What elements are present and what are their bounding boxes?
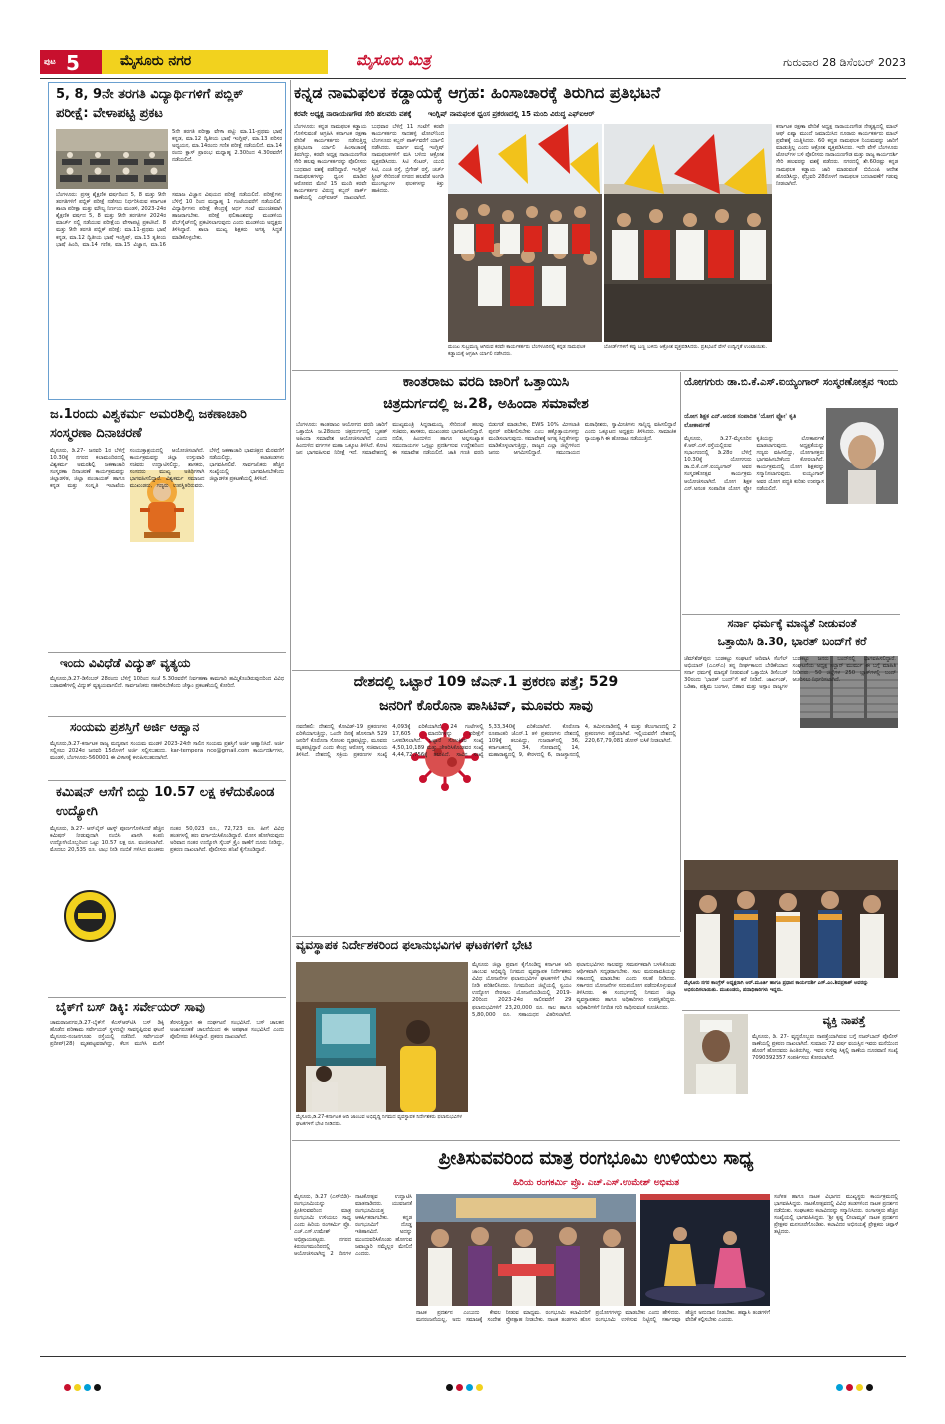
samyama-award-body: ಮೈಸೂರು,ಡಿ.27-ಕರ್ನಾಟಕ ರಾಜ್ಯ ಮದ್ಯಪಾನ ಸಂಯಮ ಮಂಡಳಿ 2023-24ನೇ ಸಾಲಿನ ಸಂಯಮ ಪ್ರಶಸ್ತಿಗೆ ಅರ್ಜಿ ಆಹ್ವಾನಿಸಿದೆ. ಅರ್ಜಿ ಸಲ್ಲಿಸಲು 2024ರ ಜನವರಿ 15ರೊಳಗೆ ಅರ್ಜಿ ಸಲ್ಲಿಸಬಹುದು. kar-tempera nce@gmail.com ಕಾರ್ಯದರ್ಶಿಗಳು, ಮಂಡಳಿ, ಬೆಂಗಳೂರು-560001 ಈ ವಿಳಾಸಕ್ಕೆ ಕಳುಹಿಸಬಹುದಾಗಿದೆ.	[50, 741, 284, 762]
exam-schedule-sidebar: 5ನೇ ತರಗತಿ ಪರೀಕ್ಷಾ ವೇಳಾ ಪಟ್ಟಿ: ಮಾ.11-ಪ್ರಥಮ ಭಾಷೆ ಕನ್ನಡ, ಮಾ.12 ದ್ವಿತೀಯ ಭಾಷೆ ಇಂಗ್ಲಿಷ್, ಮಾ.13 ಪರಿಸರ ಅಧ್ಯಯನ, ಮಾ.14ರಂದು ಗಣಿತ ಪರೀಕ್ಷೆ ನಡೆಯಲಿದೆ. ಮಾ.14 ರಂದು ಕ್ಲಾಸ್ ಪ್ರಾರಂಭ ಮಧ್ಯಾಹ್ನ 2.30ರಿಂದ 4.30ರವರೆಗೆ ನಡೆಯಲಿದೆ.	[172, 129, 282, 164]
divider	[292, 670, 680, 671]
jakanachari-body: ಮೈಸೂರು, ಡಿ.27- ಜನವರಿ 1ರ ಬೆಳಿಗ್ಗೆ 10.30ಕ್ಕೆ ನಗರದ ಕಲಾಮಂದಿರದಲ್ಲಿ ವಿಶ್ವಕರ್ಮ ಅಮರಶಿಲ್ಪಿ ಜಕಣಾಚಾರಿ ಸಂಸ್ಮರಣಾ ದಿನಾಚರಣೆ ಕಾರ್ಯಕ್ರಮವನ್ನು ಜಿಲ್ಲಾಡಳಿತ, ಜಿಲ್ಲಾ ಪಂಚಾಯತ್ ಹಾಗೂ ಕನ್ನಡ ಮತ್ತು ಸಂಸ್ಕೃತಿ ಇಲಾಖೆಯ ಸಂಯುಕ್ತಾಶ್ರಯದಲ್ಲಿ ಆಯೋಜಿಸಲಾಗಿದೆ. ಕಾರ್ಯಕ್ರಮವನ್ನು ಜಿಲ್ಲಾ ಉಸ್ತುವಾರಿ ಸಚಿವರು ಉದ್ಘಾಟಿಸಲಿದ್ದು, ಶಾಸಕರು, ಸಂಸದರು ಮುಖ್ಯ ಅತಿಥಿಗಳಾಗಿ ಭಾಗವಹಿಸಲಿದ್ದಾರೆ. ವಿಶ್ವಕರ್ಮ ಸಮಾಜದ ಮುಖಂಡರು, ಗಣ್ಯರು ಉಪಸ್ಥಿತರಿರುವರು. ಬೆಳಿಗ್ಗೆ ಜಕಣಾಚಾರಿ ಭಾವಚಿತ್ರದ ಮೆರವಣಿಗೆ ನಡೆಯಲಿದ್ದು, ಕಲಾತಂಡಗಳು ಭಾಗವಹಿಸಲಿವೆ. ಸಾರ್ವಜನಿಕರು ಹೆಚ್ಚಿನ ಸಂಖ್ಯೆಯಲ್ಲಿ ಭಾಗವಹಿಸಬೇಕೆಂದು ಜಿಲ್ಲಾಡಳಿತ ಪ್ರಕಟಣೆಯಲ್ಲಿ ತಿಳಿಸಿದೆ.	[50, 448, 284, 490]
theatre-headline: ಪ್ರೀತಿಸುವವರಿಂದ ಮಾತ್ರ ರಂಗಭೂಮಿ ಉಳಿಯಲು ಸಾಧ್ಯ	[438, 1148, 754, 1169]
congress-felicitation-caption: ಮೈಸೂರು ನಗರ ಕಾಂಗ್ರೆಸ್ ಅಧ್ಯಕ್ಷರಾಗಿ ಆರ್.ಮೂರ್ತಿ ಹಾಗೂ ಪ್ರಧಾನ ಕಾರ್ಯದರ್ಶಿ ಎಸ್.ಎಂ.ಶಿವಪ್ರಕಾಶ್ ಅವರನ್ನು ಅಭಿನಂದಿಸಲಾಯಿತು. ಮುಖಂಡರು, ಪದಾಧಿಕಾರಿಗಳು ಇದ್ದರು.	[684, 980, 869, 993]
iyengar-portrait	[826, 408, 898, 504]
missing-person-body: ಮೈಸೂರು, ಡಿ. 27- ವೃದ್ಧರೊಬ್ಬರು ನಾಪತ್ತೆಯಾಗಿರುವ ಬಗ್ಗೆ ನಜರ್‌ಬಾದ್ ಪೊಲೀಸ್ ಠಾಣೆಯಲ್ಲಿ ಪ್ರಕರಣ ದಾಖಲಾಗಿದೆ. ಸುಮಾರು 72 ವರ್ಷ ವಯಸ್ಸಿನ ಇವರು ಮನೆಯಿಂದ ಹೊರಗೆ ಹೋದವರು ಹಿಂತಿರುಗಿಲ್ಲ. ಇವರ ಸುಳಿವು ಸಿಕ್ಕಲ್ಲಿ ಠಾಣೆಯ ದೂರವಾಣಿ ಸಂಖ್ಯೆ 7090392357 ಸಂಪರ್ಕಿಸಲು ಕೋರಲಾಗಿದೆ.	[752, 1034, 898, 1062]
beneficiary-visit-body: ಮೈಸೂರು ಜಿಲ್ಲಾ ಪ್ರವಾಸ ಕೈಗೊಂಡಿದ್ದ ಕರ್ನಾಟಕ ಆದಿ ಜಾಂಬವ ಅಭಿವೃದ್ಧಿ ನಿಗಮದ ವ್ಯವಸ್ಥಾಪಕ ನಿರ್ದೇಶಕರು ವಿವಿಧ ಯೋಜನೆಗಳ ಫಲಾನುಭವಿಗಳ ಘಟಕಗಳಿಗೆ ಭೇಟಿ ನೀಡಿ ಪರಿಶೀಲಿಸಿದರು. ನಿಗಮದಿಂದ ಜಿಲ್ಲೆಯಲ್ಲಿ ಸ್ವಯಂ ಉದ್ಯೋಗ ನೇರಸಾಲ ಯೋಜನೆಯಡಿಯಲ್ಲಿ 2019-20ರಿಂದ 2023-24ರ ಸಾಲಿನವರೆಗೆ 29 ಫಲಾನುಭವಿಗಳಿಗೆ 23,20,000 ರೂ. ಸಾಲ ಹಾಗೂ 5,80,000 ರೂ. ಸಹಾಯಧನ ವಿತರಿಸಲಾಗಿದೆ. ಫಲಾನುಭವಿಗಳು ಸಾಲವನ್ನು ಸಮರ್ಪಕವಾಗಿ ಬಳಸಿಕೊಂಡು ಆರ್ಥಿಕವಾಗಿ ಸದೃಢರಾಗಬೇಕು. ಸಾಲ ಮರುಪಾವತಿಯನ್ನು ಸಕಾಲದಲ್ಲಿ ಮಾಡಬೇಕು ಎಂದು ಸಲಹೆ ನೀಡಿದರು. ಸರ್ಕಾರದ ಯೋಜನೆಗಳ ಸದುಪಯೋಗ ಪಡೆದುಕೊಳ್ಳುವಂತೆ ತಿಳಿಸಿದರು. ಈ ಸಂದರ್ಭದಲ್ಲಿ ನಿಗಮದ ಜಿಲ್ಲಾ ವ್ಯವಸ್ಥಾಪಕರು ಹಾಗೂ ಅಧಿಕಾರಿಗಳು ಉಪಸ್ಥಿತರಿದ್ದರು. ಅಧಿಕಾರಿಗಳಿಗೆ ನಿಗದಿತ ಗುರಿ ಸಾಧಿಸುವಂತೆ ಸೂಚಿಸಿದರು.	[472, 962, 676, 1018]
covid-headline-line2: ಜನರಿಗೆ ಕೊರೊನಾ ಪಾಸಿಟಿವ್, ಮೂವರು ಸಾವು	[379, 698, 593, 714]
divider	[292, 1140, 900, 1141]
lead-body-right: ಕರ್ನಾಟಕ ರಕ್ಷಣಾ ವೇದಿಕೆ ಅಧ್ಯಕ್ಷ ನಾರಾಯಣಗೌಡ ನೇತೃತ್ವದಲ್ಲಿ ಮಾಲ್ ಆಫ್ ಏಷ್ಯಾ ಮುಂದೆ ಜಮಾಯಿಸಿದ ನೂರಾರು ಕಾರ್ಯಕರ್ತರು ಮಾಲ್ ಪ್ರವೇಶಕ್ಕೆ ಯತ್ನಿಸಿದರು. 60 ಕನ್ನಡ ನಾಮಫಲಕ ನಿಯಮವನ್ನು ಜಾರಿಗೆ ಮಾಡುತ್ತಿಲ್ಲ ಎಂದು ಆಕ್ರೋಶ ವ್ಯಕ್ತಪಡಿಸಿದರು. ಇದೇ ವೇಳೆ ಬೆಂಗಳೂರು ಟೋಲ್‌ಗಳ ಬಳಿ ಪೊಲೀಸರು ನಾರಾಯಣಗೌಡ ಮತ್ತು ರಾಜ್ಯ ಕಾರ್ಯದರ್ಶಿ ಸೇರಿ ಹಲವರನ್ನು ವಶಕ್ಕೆ ಪಡೆದರು. ನಗರದಲ್ಲಿ ಶೇ.60ರಷ್ಟು ಕನ್ನಡ ನಾಮಫಲಕ ಕಡ್ಡಾಯ ಜಾರಿ ಮಾಡುವಂತೆ ಬಿಬಿಎಂಪಿ ಆದೇಶ ಹೊರಡಿಸಿದ್ದು, ಫೆಬ್ರವರಿ 28ರೊಳಗೆ ನಾಮಫಲಕ ಬದಲಾವಣೆಗೆ ಗಡುವು ನೀಡಲಾಗಿದೆ.	[776, 124, 898, 187]
theatre-subhead: ಹಿರಿಯ ರಂಗಕರ್ಮಿ ಪ್ರೊ. ಎಚ್.ಎಸ್.ಉಮೇಶ್ ಅಭಿಮತ	[512, 1178, 680, 1188]
ahinda-headline-line1: ಕಾಂತರಾಜು ವರದಿ ಜಾರಿಗೆ ಒತ್ತಾಯಿಸಿ	[402, 374, 570, 390]
beneficiary-visit-caption: ಮೈಸೂರು,ಡಿ.27-ಕರ್ನಾಟಕ ಆದಿ ಜಾಂಬವ ಅಭಿವೃದ್ಧಿ ನಿಗಮದ ವ್ಯವಸ್ಥಾಪಕ ನಿರ್ದೇಶಕರು ಫಲಾನುಭವಿಗಳ ಘಟಕಗಳಿಗೆ ಭೇಟಿ ನೀಡಿದರು.	[296, 1114, 463, 1127]
beneficiary-visit-photo	[296, 962, 468, 1112]
ahinda-body: ಬೆಂಗಳೂರು: ಕಾಂತರಾಜು ಆಯೋಗದ ವರದಿ ಜಾರಿಗೆ ಒತ್ತಾಯಿಸಿ ಜ.28ರಂದು ಚಿತ್ರದುರ್ಗದಲ್ಲಿ ಬೃಹತ್ ಅಹಿಂದಾ ಸಮಾವೇಶ ಆಯೋಜಿಸಲಾಗಿದೆ ಎಂದು ಹಿಂದುಳಿದ ವರ್ಗಗಳ ಮಹಾ ಒಕ್ಕೂಟ ತಿಳಿಸಿದೆ. ಕೋಟಿ ಜನ ಭಾಗವಹಿಸುವ ನಿರೀಕ್ಷೆ ಇದೆ. ಸಮಾವೇಶದಲ್ಲಿ ಮುಖ್ಯಮಂತ್ರಿ ಸಿದ್ದರಾಮಯ್ಯ ಸೇರಿದಂತೆ ಹಲವು ಸಚಿವರು, ಶಾಸಕರು, ಮುಖಂಡರು ಭಾಗವಹಿಸಲಿದ್ದಾರೆ. ದಲಿತ, ಹಿಂದುಳಿದ ಹಾಗೂ ಅಲ್ಪಸಂಖ್ಯಾತ ಸಮುದಾಯಗಳ ಒಗ್ಗಟ್ಟು ಪ್ರದರ್ಶಿಸುವ ಉದ್ದೇಶದಿಂದ ಈ ಸಮಾವೇಶ ನಡೆಯಲಿದೆ. ಜಾತಿ ಗಣತಿ ವರದಿ ಬಿಡುಗಡೆ ಮಾಡಬೇಕು, EWS 10% ಮೀಸಲಾತಿ ಪುನರ್ ಪರಿಶೀಲಿಸಬೇಕು ಎಂಬ ಹಕ್ಕೊತ್ತಾಯಗಳನ್ನು ಮಂಡಿಸಲಾಗುವುದು. ಸಮಾವೇಶಕ್ಕೆ ಅಗತ್ಯ ಸಿದ್ಧತೆಗಳನ್ನು ಮಾಡಿಕೊಳ್ಳಲಾಗುತ್ತಿದ್ದು, ರಾಜ್ಯದ ಎಲ್ಲಾ ಜಿಲ್ಲೆಗಳಿಂದ ಜನರು ಆಗಮಿಸಲಿದ್ದಾರೆ. ಸಮುದಾಯದ ಮಠಾಧೀಶರು, ಸ್ವಾಮೀಜಿಗಳು ಸಾನ್ನಿಧ್ಯ ವಹಿಸಲಿದ್ದಾರೆ ಎಂದು ಒಕ್ಕೂಟದ ಅಧ್ಯಕ್ಷರು ತಿಳಿಸಿದರು. ಸಾಮಾಜಿಕ ನ್ಯಾಯಕ್ಕಾಗಿ ಈ ಹೋರಾಟ ನಡೆಯುತ್ತಿದೆ.	[296, 422, 676, 457]
iyengar-subhead: ಯೋಗ ಶಿಕ್ಷಕ ಎನ್.ಅನಂತ ಸಂಪಾದಿತ 'ಯೋಗ ಫ್ಲೋ' ಕೃತಿ ಲೋಕಾರ್ಪಣೆ	[684, 413, 797, 429]
beneficiary-visit-headline: ವ್ಯವಸ್ಥಾಪಕ ನಿರ್ದೇಶಕರಿಂದ ಫಲಾನುಭವಿಗಳ ಘಟಕಗಳಿಗೆ ಭೇಟಿ	[296, 938, 533, 952]
covid-headline-line1: ದೇಶದಲ್ಲಿ ಒಟ್ಟಾರೆ 109 ಜೆಎನ್.1 ಪ್ರಕರಣ ಪತ್ತೆ; 529	[353, 674, 619, 690]
protest-photo-2	[604, 124, 772, 342]
bharat-bandh-headline-line1: ಸರ್ನಾ ಧರ್ಮಕ್ಕೆ ಮಾನ್ಯತೆ ನೀಡುವಂತೆ	[727, 617, 857, 630]
exam-schedule-body: ಬೆಂಗಳೂರು: ಪ್ರಸಕ್ತ ಶೈಕ್ಷಣಿಕ ವರ್ಷದಿಂದ 5, 8 ಮತ್ತು 9ನೇ ತರಗತಿಗಳಿಗೆ ಪಬ್ಲಿಕ್ ಪರೀಕ್ಷೆ ನಡೆಸಲು ನಿರ್ಧರಿಸಿರುವ ಕರ್ನಾಟಕ ಶಾಲಾ ಪರೀಕ್ಷಾ ಮತ್ತು ಮೌಲ್ಯ ನಿರ್ಣಯ ಮಂಡಳಿ, 2023-24ರ ಶೈಕ್ಷಣಿಕ ವರ್ಷದ 5, 8 ಮತ್ತು 9ನೇ ತರಗತಿಗಳ 2024ರ ಮಾರ್ಚ್ ನಲ್ಲಿ ನಡೆಯುವ ಪರೀಕ್ಷೆಯ ವೇಳಾಪಟ್ಟಿ ಪ್ರಕಟಿಸಿದೆ. 8 ಮತ್ತು 9ನೇ ತರಗತಿ ಪಬ್ಲಿಕ್ ಪರೀಕ್ಷೆ: ಮಾ.11-ಪ್ರಥಮ ಭಾಷೆ ಕನ್ನಡ, ಮಾ.12 ದ್ವಿತೀಯ ಭಾಷೆ ಇಂಗ್ಲಿಷ್, ಮಾ.13 ತೃತೀಯ ಭಾಷೆ ಹಿಂದಿ, ಮಾ.14 ಗಣಿತ, ಮಾ.15 ವಿಜ್ಞಾನ, ಮಾ.16 ಸಮಾಜ ವಿಜ್ಞಾನ ವಿಷಯದ ಪರೀಕ್ಷೆ ನಡೆಯಲಿದೆ. ಪರೀಕ್ಷೆಗಳು ಬೆಳಿಗ್ಗೆ 10 ರಿಂದ ಮಧ್ಯಾಹ್ನ 1 ಗಂಟೆಯವರೆಗೆ ನಡೆಯಲಿವೆ. ವಿದ್ಯಾರ್ಥಿಗಳು ಪರೀಕ್ಷೆ ಕೇಂದ್ರಕ್ಕೆ ಅರ್ಧ ಗಂಟೆ ಮುಂಚಿತವಾಗಿ ಹಾಜರಾಗಬೇಕು. ಪರೀಕ್ಷೆ ಫಲಿತಾಂಶವನ್ನು ಮಂಡಳಿಯ ವೆಬ್‌ಸೈಟ್‌ನಲ್ಲಿ ಪ್ರಕಟಿಸಲಾಗುವುದು ಎಂದು ಮಂಡಳಿಯ ಅಧ್ಯಕ್ಷರು ತಿಳಿಸಿದ್ದಾರೆ. ಶಾಲಾ ಮುಖ್ಯ ಶಿಕ್ಷಕರು ಅಗತ್ಯ ಸಿದ್ಧತೆ ಮಾಡಿಕೊಳ್ಳಬೇಕು.	[56, 192, 282, 248]
divider	[48, 997, 286, 998]
iyengar-body: ಮೈಸೂರು, ಡಿ.27-ಮೈಸೂರಿನ ಕೆ.ಆರ್.ಎಸ್.ರಸ್ತೆಯಲ್ಲಿರುವ ಸಭಾಂಗಣದಲ್ಲಿ ಡಿ.28ರ ಬೆಳಿಗ್ಗೆ 10.30ಕ್ಕೆ ಯೋಗಗುರು ಡಾ.ಬಿ.ಕೆ.ಎಸ್.ಐಯ್ಯಂಗಾರ್ ಅವರ ಸಂಸ್ಮರಣೋತ್ಸವ ಕಾರ್ಯಕ್ರಮ ಆಯೋಜಿಸಲಾಗಿದೆ. ಯೋಗ ಶಿಕ್ಷಕ ಎನ್.ಅನಂತ ಸಂಪಾದಿತ ಯೋಗ ಫ್ಲೋ ಕೃತಿಯನ್ನು ಲೋಕಾರ್ಪಣೆ ಮಾಡಲಾಗುವುದು. ಅಧ್ಯಕ್ಷತೆಯನ್ನು ಗಣ್ಯರು ವಹಿಸಲಿದ್ದು, ಯೋಗಾಸಕ್ತರು ಭಾಗವಹಿಸಬೇಕೆಂದು ಕೋರಲಾಗಿದೆ. ಕಾರ್ಯಕ್ರಮದಲ್ಲಿ ಯೋಗ ಶಿಕ್ಷಕರನ್ನು ಸನ್ಮಾನಿಸಲಾಗುವುದು. ಐಯ್ಯಂಗಾರ್ ಅವರ ಯೋಗ ಪದ್ಧತಿ ಕುರಿತು ಉಪನ್ಯಾಸ ನಡೆಯಲಿದೆ.	[684, 436, 824, 492]
power-cut-body: ಮೈಸೂರು,ಡಿ.27-ಡಿಸೆಂಬರ್ 28ರಂದು ಬೆಳಿಗ್ಗೆ 10ರಿಂದ ಸಂಜೆ 5.30ರವರೆಗೆ ನಿರ್ವಹಣಾ ಕಾಮಗಾರಿ ಹಮ್ಮಿಕೊಂಡಿರುವುದರಿಂದ ವಿವಿಧ ಬಡಾವಣೆಗಳಲ್ಲಿ ವಿದ್ಯುತ್ ವ್ಯತ್ಯಯವಾಗಲಿದೆ. ಸಾರ್ವಜನಿಕರು ಸಹಕರಿಸಬೇಕೆಂದು ಚೆಸ್ಕಾಂ ಪ್ರಕಟಣೆಯಲ್ಲಿ ಕೋರಿದೆ.	[50, 676, 284, 690]
protest-photo-2-caption: ಬೋರ್ಡ್‌ಗಳಿಗೆ ಕಪ್ಪು ಬಣ್ಣ ಬಳಿದು ಆಕ್ರೋಶ ವ್ಯಕ್ತಪಡಿಸಿದರು. ಪ್ರತಿಭಟನೆ ವೇಳೆ ಉದ್ವಿಗ್ನತೆ ಉಂಟಾಯಿತು.	[604, 344, 768, 350]
bus-accident-body: ಚಾಮರಾಜನಗರ,ಡಿ.27-ಬೈಕ್‌ಗೆ ಕೆಎಸ್‌ಆರ್‌ಟಿಸಿ ಬಸ್ ಡಿಕ್ಕಿ ಹೊಡೆದ ಪರಿಣಾಮ ಸರ್ವೇಯರ್ ಸ್ಥಳದಲ್ಲೇ ಸಾವನ್ನಪ್ಪಿರುವ ಘಟನೆ ಮೈಸೂರು-ನಂಜನಗೂಡು ರಸ್ತೆಯಲ್ಲಿ ನಡೆದಿದೆ. ಸರ್ವೇಯರ್ ಪ್ರದೀಪ್(28) ಮೃತಪಟ್ಟವರಾಗಿದ್ದು, ಕೆಲಸ ಮುಗಿಸಿ ಮನೆಗೆ ತೆರಳುತ್ತಿದ್ದಾಗ ಈ ದುರ್ಘಟನೆ ಸಂಭವಿಸಿದೆ. ಬಸ್ ಚಾಲಕನ ಅಜಾಗರೂಕತೆ ಚಾಲನೆಯಿಂದ ಈ ಅಪಘಾತ ಸಂಭವಿಸಿದೆ ಎಂದು ಪೊಲೀಸರು ತಿಳಿಸಿದ್ದಾರೆ. ಪ್ರಕರಣ ದಾಖಲಾಗಿದೆ.	[50, 1020, 284, 1048]
divider	[48, 780, 286, 781]
bharat-bandh-body: ಜೆಮ್‌ಶೆಡ್‌ಪುರ: ಬುಡಕಟ್ಟು ಸಂಘಟನೆ ಆದಿವಾಸಿ ಸೆಂಗೆಲ್ ಅಭಿಯಾನ್ (ಎಎಸ್‌ಎ) ತನ್ನ ದೀರ್ಘಕಾಲದ ಬೇಡಿಕೆಯಾದ ಸರ್ನಾ ಧರ್ಮಕ್ಕೆ ಮಾನ್ಯತೆ ನೀಡುವಂತೆ ಒತ್ತಾಯಿಸಿ ಡಿಸೆಂಬರ್ 30ರಂದು 'ಭಾರತ್ ಬಂದ್'ಗೆ ಕರೆ ನೀಡಿದೆ. ಜಾರ್ಖಂಡ್, ಒಡಿಶಾ, ಪಶ್ಚಿಮ ಬಂಗಾಳ, ಬಿಹಾರ ಮತ್ತು ಅಸ್ಸಾಂ ರಾಜ್ಯಗಳ ಬುಡಕಟ್ಟು ಜನರು ಬಂದ್‌ನಲ್ಲಿ ಭಾಗವಹಿಸಲಿದ್ದಾರೆ. ಸಂಘಟನೆಯ ಅಧ್ಯಕ್ಷ ಸಲ್ಖಾನ್ ಮುರ್ಮು ಈ ಬಗ್ಗೆ ಮಾಹಿತಿ ನೀಡಿದರು. 50 ಜಿಲ್ಲೆಗಳ 250 ಬ್ಲಾಕ್‌ಗಳಲ್ಲಿ ಬಂದ್ ಆಚರಿಸಲು ನಿರ್ಧರಿಸಲಾಗಿದೆ.	[684, 656, 896, 691]
protest-photo-1-caption: ಮಂಜು ಸುಬ್ರಮಣ್ಯ ಆಗಿರುವ ಕರವೇ ಕಾರ್ಯಕರ್ತರು ಬೆಂಗಳೂರಿನಲ್ಲಿ ಕನ್ನಡ ನಾಮಫಲಕ ಕಡ್ಡಾಯಕ್ಕೆ ಆಗ್ರಹಿಸಿ ರ್ಯಾಲಿ ನಡೆಸಿದರು.	[448, 344, 586, 357]
page-number-badge	[40, 50, 102, 74]
missing-person-photo	[684, 1014, 748, 1094]
covid-body: ನವದೆಹಲಿ: ದೇಶದಲ್ಲಿ ಕೋವಿಡ್-19 ಪ್ರಕರಣಗಳು ಏರಿಕೆಯಾಗುತ್ತಿದ್ದು, ಒಂದೇ ದಿನಕ್ಕೆ ಹೊಸದಾಗಿ 529 ಜನರಿಗೆ ಕೊರೊನಾ ಸೋಂಕು ದೃಢಪಟ್ಟಿದ್ದು, ಮೂವರು ಮೃತಪಟ್ಟಿದ್ದಾರೆ ಎಂದು ಕೇಂದ್ರ ಆರೋಗ್ಯ ಸಚಿವಾಲಯ ತಿಳಿಸಿದೆ. ದೇಶದಲ್ಲಿ ಸಕ್ರಿಯ ಪ್ರಕರಣಗಳ ಸಂಖ್ಯೆ 4,093ಕ್ಕೆ ಏರಿಕೆಯಾಗಿದೆ. 24 ಗಂಟೆಗಳಲ್ಲಿ 17,605 ಮಾದರಿಗಳನ್ನು ಪರೀಕ್ಷೆಗೆ ಒಳಪಡಿಸಲಾಗಿದೆ. ಒಟ್ಟಾರೆ ಸೋಂಕಿತರ ಸಂಖ್ಯೆ 4,50,10,189 ಮತ್ತು ಚೇತರಿಸಿಕೊಂಡವರ ಸಂಖ್ಯೆ 4,44,72,756ಕ್ಕೆ ತಲುಪಿದೆ. ಸಾವಿನ ಸಂಖ್ಯೆ 5,33,340ಕ್ಕೆ ಏರಿಕೆಯಾಗಿದೆ. ಕೊರೊನಾ ರೂಪಾಂತರಿ ಜೆಎನ್.1 ತಳಿ ಪ್ರಕರಣಗಳು ದೇಶದಲ್ಲಿ 109ಕ್ಕೆ ತಲುಪಿದ್ದು, ಗುಜರಾತ್‌ನಲ್ಲಿ 36, ಕರ್ನಾಟಕದಲ್ಲಿ 34, ಗೋವಾದಲ್ಲಿ 14, ಮಹಾರಾಷ್ಟ್ರದಲ್ಲಿ 9, ಕೇರಳದಲ್ಲಿ 6, ರಾಜಸ್ಥಾನದಲ್ಲಿ 4, ತಮಿಳುನಾಡಿನಲ್ಲಿ 4 ಮತ್ತು ತೆಲಂಗಾಣದಲ್ಲಿ 2 ಪ್ರಕರಣಗಳು ಪತ್ತೆಯಾಗಿವೆ. ಇಲ್ಲಿಯವರೆಗೆ ದೇಶದಲ್ಲಿ 220,67,79,081 ಡೋಸ್ ಲಸಿಕೆ ನೀಡಲಾಗಿದೆ.	[296, 724, 676, 759]
congress-felicitation-photo	[684, 860, 898, 978]
divider	[682, 1010, 900, 1011]
divider	[292, 936, 680, 937]
exam-schedule-headline: 5, 8, 9ನೇ ತರಗತಿ ವಿದ್ಯಾರ್ಥಿಗಳಿಗೆ ಪಬ್ಲಿಕ್ ಪರೀಕ್ಷೆ: ವೇಳಾಪಟ್ಟಿ ಪ್ರಕಟ	[56, 87, 244, 121]
bharat-bandh-headline-line2: ಒತ್ತಾಯಿಸಿ ಡಿ.30, ಭಾರತ್ ಬಂದ್‌ಗೆ ಕರೆ	[717, 635, 867, 648]
registration-marks-center	[446, 1376, 486, 1395]
commission-fraud-body: ಮೈಸೂರು, ಡಿ.27- ಆನ್‌ಲೈನ್ ಟಾಸ್ಕ್ ಪೂರ್ಣಗೊಳಿಸಿದರೆ ಹೆಚ್ಚಿನ ಕಮಿಷನ್ ನೀಡುವುದಾಗಿ ನಂಬಿಸಿ ಖಾಸಗಿ ಕಂಪನಿ ಉದ್ಯೋಗಿಯೊಬ್ಬರಿಂದ ಒಟ್ಟು 10.57 ಲಕ್ಷ ರೂ. ವಂಚಿಸಲಾಗಿದೆ. ಮೊದಲು 20,535 ರೂ. ಲಾಭ ನೀಡಿ ನಂಬಿಕೆ ಗಳಿಸಿದ ವಂಚಕರು ನಂತರ 50,023 ರೂ., 72,723 ರೂ. ಹೀಗೆ ವಿವಿಧ ಹಂತಗಳಲ್ಲಿ ಹಣ ವರ್ಗಾಯಿಸಿಕೊಂಡಿದ್ದಾರೆ. ಮೋಸ ಹೋಗಿರುವುದು ಅರಿವಾದ ನಂತರ ಉದ್ಯೋಗಿ ಸೈಬರ್ ಕ್ರೈಂ ಠಾಣೆಗೆ ದೂರು ನೀಡಿದ್ದು, ಪ್ರಕರಣ ದಾಖಲಾಗಿದೆ. ಪೊಲೀಸರು ತನಿಖೆ ಕೈಗೊಂಡಿದ್ದಾರೆ.	[50, 826, 284, 854]
theatre-body-left: ಮೈಸೂರು, ಡಿ.27 (ಎಸ್‌ಬಿಡಿ)- ರಂಗಭೂಮಿಯನ್ನು ಪ್ರೀತಿಸುವವರಿಂದ ಮಾತ್ರ ರಂಗಭೂಮಿ ಉಳಿಯಲು ಸಾಧ್ಯ ಎಂದು ಹಿರಿಯ ರಂಗಕರ್ಮಿ ಪ್ರೊ. ಎಚ್.ಎಸ್.ಉಮೇಶ್ ಅಭಿಪ್ರಾಯಪಟ್ಟರು. ನಗರದ ಕಿರುರಂಗಮಂದಿರದಲ್ಲಿ ಆಯೋಜಿಸಲಾಗಿದ್ದ 2 ದಿನಗಳ ನಾಟಕೋತ್ಸವ ಉದ್ಘಾಟಿಸಿ ಮಾತನಾಡಿದರು. ಯುವಜನತೆ ರಂಗಭೂಮಿಯತ್ತ ಆಕರ್ಷಿತರಾಗಬೇಕು. ಕನ್ನಡ ರಂಗಭೂಮಿಗೆ ದೊಡ್ಡ ಇತಿಹಾಸವಿದೆ. ಅದನ್ನು ಮುಂದುವರಿಸಿಕೊಂಡು ಹೋಗುವ ಜವಾಬ್ದಾರಿ ನಮ್ಮೆಲ್ಲರ ಮೇಲಿದೆ ಎಂದರು.	[294, 1194, 412, 1257]
theatre-body-right: ಸಂಗೀತ ಹಾಗೂ ನಾಟಕ ವಿಭಾಗದ ಮುಖ್ಯಸ್ಥರು ಕಾರ್ಯಕ್ರಮದಲ್ಲಿ ಭಾಗವಹಿಸಿದ್ದರು. ನಾಟಕೋತ್ಸವದಲ್ಲಿ ವಿವಿಧ ತಂಡಗಳಿಂದ ನಾಟಕ ಪ್ರದರ್ಶನ ನಡೆಯಿತು. ಸಂಘಟಕರು ಕಲಾವಿದರನ್ನು ಸನ್ಮಾನಿಸಿದರು. ರಂಗಾಸಕ್ತರು ಹೆಚ್ಚಿನ ಸಂಖ್ಯೆಯಲ್ಲಿ ಭಾಗವಹಿಸಿದ್ದರು. 'ಶ್ರೀ ಕೃಷ್ಣ ಲೀಲಾಮೃತ' ನಾಟಕ ಪ್ರದರ್ಶನ ಪ್ರೇಕ್ಷಕರ ಮನಸೂರೆಗೊಂಡಿತು. ಕಲಾವಿದರ ಅಭಿನಯಕ್ಕೆ ಪ್ರೇಕ್ಷಕರು ಚಪ್ಪಾಳೆ ತಟ್ಟಿದರು.	[774, 1194, 898, 1236]
page-number: 5	[66, 51, 80, 75]
registration-marks-right	[836, 1376, 876, 1395]
lead-subhead-2: ಇಂಗ್ಲಿಷ್ ನಾಮಫಲಕ ಧ್ವಂಸ ಪ್ರಕರಣದಲ್ಲಿ 15 ಮಂದಿ ವಿರುದ್ಧ ಎಫ್‌ಐಆರ್	[427, 110, 595, 118]
footer-rule	[40, 1356, 906, 1357]
page-label: ಪುಟ	[44, 57, 56, 66]
samyama-award-headline: ಸಂಯಮ ಪ್ರಶಸ್ತಿಗೆ ಅರ್ಜಿ ಆಹ್ವಾನ	[70, 720, 200, 734]
masthead	[40, 48, 906, 76]
registration-marks-left	[64, 1376, 104, 1395]
iyengar-headline: ಯೋಗಗುರು ಡಾ.ಬಿ.ಕೆ.ಎಸ್.ಐಯ್ಯಂಗಾರ್ ಸಂಸ್ಮರಣೋತ್ಸವ ಇಂದು	[684, 377, 898, 388]
column-rule	[680, 372, 681, 932]
power-cut-headline: ಇಂದು ವಿವಿಧೆಡೆ ವಿದ್ಯುತ್ ವ್ಯತ್ಯಯ	[60, 656, 191, 670]
masthead-rule	[40, 78, 906, 79]
exam-hall-photo	[56, 129, 168, 189]
paper-name: ಮೈಸೂರು ಮಿತ್ರ	[356, 51, 431, 69]
lead-headline: ಕನ್ನಡ ನಾಮಫಲಕ ಕಡ್ಡಾಯಕ್ಕೆ ಆಗ್ರಹ: ಹಿಂಸಾಚಾರಕ್ಕೆ ತಿರುಗಿದ ಪ್ರತಿಭಟನೆ	[294, 83, 661, 102]
theatre-inauguration-photo	[416, 1194, 636, 1306]
lead-subheads	[294, 110, 898, 122]
theatre-body-mid: ನಾಟಕ ಪ್ರದರ್ಶನ ಎಂಬುದು ಕೇವಲ ಮನರಂಜನೆಯಲ್ಲ, ಅದು ಸಮಾಜಕ್ಕೆ ಸಂದೇಶ ನೀಡುವ ಮಾಧ್ಯಮ. ರಂಗಭೂಮಿ ಕಲಾವಿದರಿಗೆ ಪ್ರೋತ್ಸಾಹ ನೀಡಬೇಕು. ನಾಟಕ ತಂಡಗಳು ಹೊಸ ಪ್ರಯೋಗಗಳನ್ನು ಮಾಡಬೇಕು ಎಂದು ಹೇಳಿದರು. ರಂಗಭೂಮಿ ಉಳಿಸುವ ನಿಟ್ಟಿನಲ್ಲಿ ಸರ್ಕಾರವೂ ಹೆಚ್ಚಿನ ಅನುದಾನ ನೀಡಬೇಕು. ಹವ್ಯಾಸಿ ತಂಡಗಳಿಗೆ ವೇದಿಕೆ ಕಲ್ಪಿಸಬೇಕು ಎಂದರು.	[416, 1310, 770, 1324]
section-title: ಮೈಸೂರು ನಗರ	[120, 53, 192, 69]
issue-date: ಗುರುವಾರ 28 ಡಿಸೆಂಬರ್ 2023	[783, 56, 906, 69]
theatre-performance-photo	[640, 1194, 770, 1306]
lead-subhead-1: ಕರವೇ ಅಧ್ಯಕ್ಷ ನಾರಾಯಣಗೌಡ ಸೇರಿ ಹಲವರು ವಶಕ್ಕೆ	[294, 110, 412, 118]
divider	[48, 716, 286, 717]
divider	[48, 652, 286, 653]
missing-person-headline: ವ್ಯಕ್ತಿ ನಾಪತ್ತೆ	[822, 1014, 866, 1027]
divider	[292, 370, 898, 371]
ahinda-headline-line2: ಚಿತ್ರದುರ್ಗದಲ್ಲಿ ಜ.28, ಅಹಿಂದಾ ಸಮಾವೇಶ	[383, 396, 589, 412]
section-banner	[102, 50, 328, 74]
protest-photo-1	[448, 124, 602, 342]
jakanachari-headline: ಜ.1ರಂದು ವಿಶ್ವಕರ್ಮ ಅಮರಶಿಲ್ಪಿ ಜಕಣಾಚಾರಿ ಸಂಸ್ಮರಣಾ ದಿನಾಚರಣೆ	[50, 407, 247, 441]
divider	[682, 614, 900, 615]
column-rule	[290, 80, 291, 1230]
lead-body-left: ಬೆಂಗಳೂರು: ಕನ್ನಡ ನಾಮಫಲಕ ಕಡ್ಡಾಯ ಗೊಳಿಸುವಂತೆ ಆಗ್ರಹಿಸಿ ಕರ್ನಾಟಕ ರಕ್ಷಣಾ ವೇದಿಕೆ ಕಾರ್ಯಕರ್ತರು ನಡೆಸುತ್ತಿದ್ದ ಪ್ರತಿಭಟನಾ ರ್ಯಾಲಿ ಹಿಂಸಾಚಾರಕ್ಕೆ ತಿರುಗಿದ್ದು, ಕರವೇ ಅಧ್ಯಕ್ಷ ನಾರಾಯಣಗೌಡ ಸೇರಿ ಹಲವು ಕಾರ್ಯಕರ್ತರನ್ನು ಪೊಲೀಸರು ಬುಧವಾರ ವಶಕ್ಕೆ ಪಡೆದಿದ್ದಾರೆ. ಇಂಗ್ಲಿಷ್ ನಾಮಫಲಕಗಳನ್ನು ಧ್ವಂಸ ಮಾಡಿದ ಆರೋಪದ ಮೇಲೆ 15 ಮಂದಿ ಕರವೇ ಕಾರ್ಯಕರ್ತರ ವಿರುದ್ಧ ಕಬ್ಬನ್ ಪಾರ್ಕ್ ಠಾಣೆಯಲ್ಲಿ ಎಫ್‌ಐಆರ್ ದಾಖಲಾಗಿದೆ. ಬುಧವಾರ ಬೆಳಿಗ್ಗೆ 11 ಗಂಟೆಗೆ ಕರವೇ ಕಾರ್ಯಕರ್ತರು ಸಾದಹಳ್ಳಿ ಟೋಲ್‌ನಿಂದ ಬೆಂಗಳೂರು ಕಬ್ಬನ್ ಪಾರ್ಕ್‌ವರೆಗೆ ರ್ಯಾಲಿ ನಡೆಸಿದರು. ಮಾರ್ಗ ಮಧ್ಯೆ ಇಂಗ್ಲಿಷ್ ನಾಮಫಲಕಗಳಿಗೆ ಮಸಿ ಬಳಿದು ಆಕ್ರೋಶ ವ್ಯಕ್ತಪಡಿಸಿದರು. ಸಿಟಿ ಸೆಂಟರ್, ಯುಬಿ ಸಿಟಿ, ಎಂಜಿ ರಸ್ತೆ, ಬ್ರಿಗೇಡ್ ರಸ್ತೆ, ಚರ್ಚ್ ಸ್ಟ್ರೀಟ್ ಸೇರಿದಂತೆ ನಗರದ ಹಲವೆಡೆ ಅಂಗಡಿ ಮುಂಗಟ್ಟುಗಳ ಫಲಕಗಳನ್ನು ಕಿತ್ತು ಹಾಕಿದರು.	[294, 124, 444, 201]
bus-accident-headline: ಬೈಕ್‌ಗೆ ಬಸ್ ಡಿಕ್ಕಿ: ಸರ್ವೇಯರ್ ಸಾವು	[56, 1000, 205, 1014]
commission-fraud-headline: ಕಮಿಷನ್ ಆಸೆಗೆ ಬಿದ್ದು 10.57 ಲಕ್ಷ ಕಳೆದುಕೊಂಡ ಉದ್ಯೋಗಿ	[56, 785, 275, 819]
